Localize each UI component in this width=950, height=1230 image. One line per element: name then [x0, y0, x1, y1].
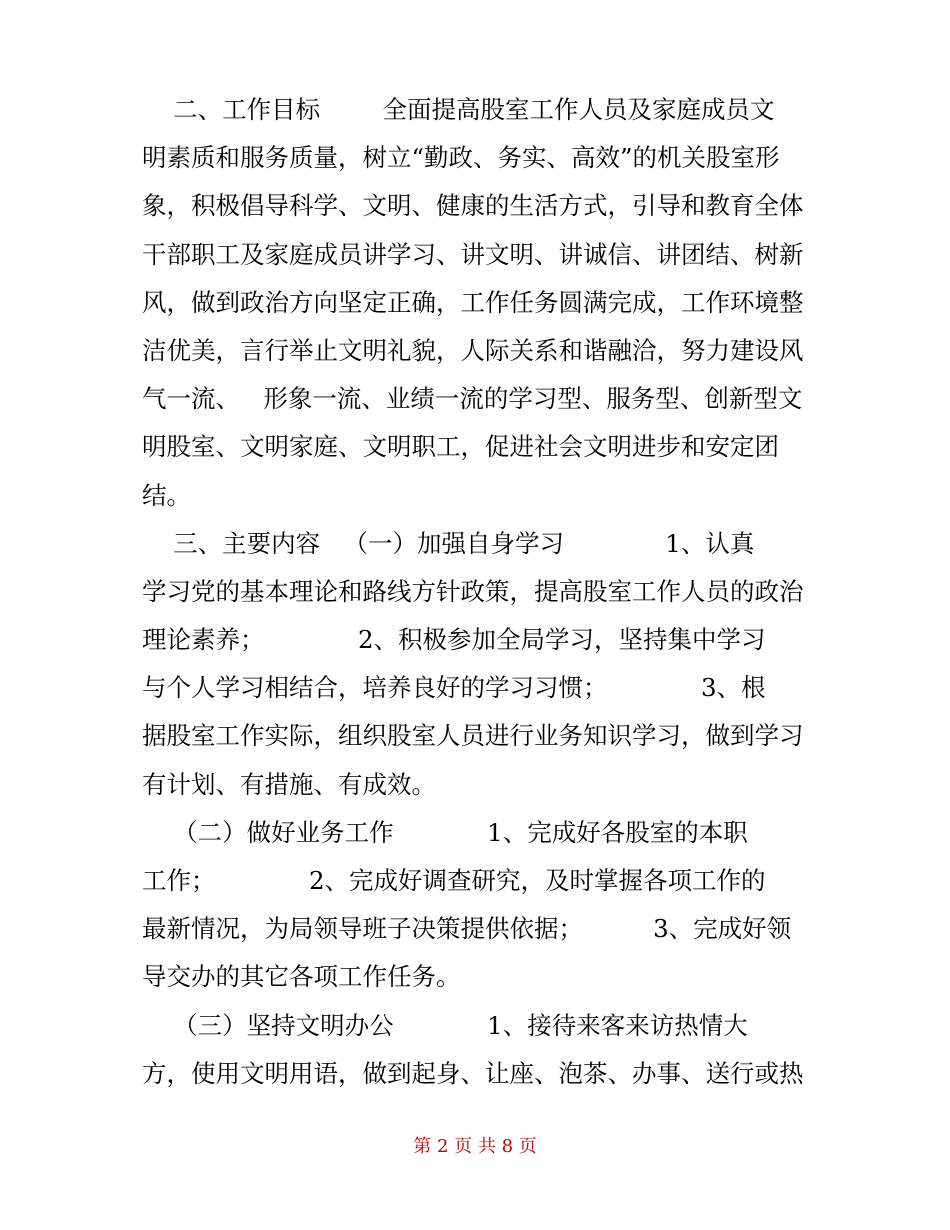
- page-footer: 第 2 页 共 8 页: [413, 1136, 537, 1157]
- text-line: 二、工作目标 全面提高股室工作人员及家庭成员文: [142, 95, 775, 124]
- text-line: 干部职工及家庭成员讲学习、讲文明、讲诚信、讲团结、树新: [142, 239, 804, 269]
- text-line: 据股室工作实际，组织股室人员进行业务知识学习，做到学习: [142, 721, 804, 751]
- text-line: 与个人学习相结合，培养良好的学习习惯； 3、根: [142, 673, 766, 703]
- text-line: 气一流、 形象一流、业绩一流的学习型、服务型、创新型文: [142, 384, 803, 414]
- text-line: 理论素养； 2、积极参加全局学习，坚持集中学习: [142, 625, 766, 655]
- body-text: [142, 86, 812, 1098]
- text-line: 明股室、文明家庭、文明职工，促进社会文明进步和安定团: [142, 432, 779, 462]
- text-line: 学习党的基本理论和路线方针政策，提高股室工作人员的政治: [142, 576, 804, 606]
- text-line: 明素质和服务质量，树立“勤政、务实、高效”的机关股室形: [142, 143, 780, 173]
- text-line: 有计划、有措施、有成效。: [142, 769, 436, 799]
- text-line: 结。: [142, 480, 191, 510]
- text-line: 三、主要内容 （一）加强自身学习 1、认真: [142, 528, 755, 558]
- text-line: 最新情况，为局领导班子决策提供依据； 3、完成好领: [142, 914, 792, 944]
- text-line: 工作； 2、完成好调查研究，及时掌握各项工作的: [142, 866, 766, 895]
- text-line: 象，积极倡导科学、文明、健康的生活方式，引导和教育全体: [142, 191, 804, 221]
- text-line: （二）做好业务工作 1、完成好各股室的本职: [142, 817, 748, 847]
- text-line: 导交办的其它各项工作任务。: [142, 962, 461, 992]
- text-line: （三）坚持文明办公 1、接待来客来访热情大: [142, 1010, 748, 1040]
- text-line: 风，做到政治方向坚定正确，工作任务圆满完成，工作环境整: [142, 287, 804, 317]
- text-line: 洁优美，言行举止文明礼貌，人际关系和谐融洽，努力建设风: [142, 335, 804, 365]
- text-line: 方，使用文明用语，做到起身、让座、泡茶、办事、送行或热: [142, 1058, 804, 1088]
